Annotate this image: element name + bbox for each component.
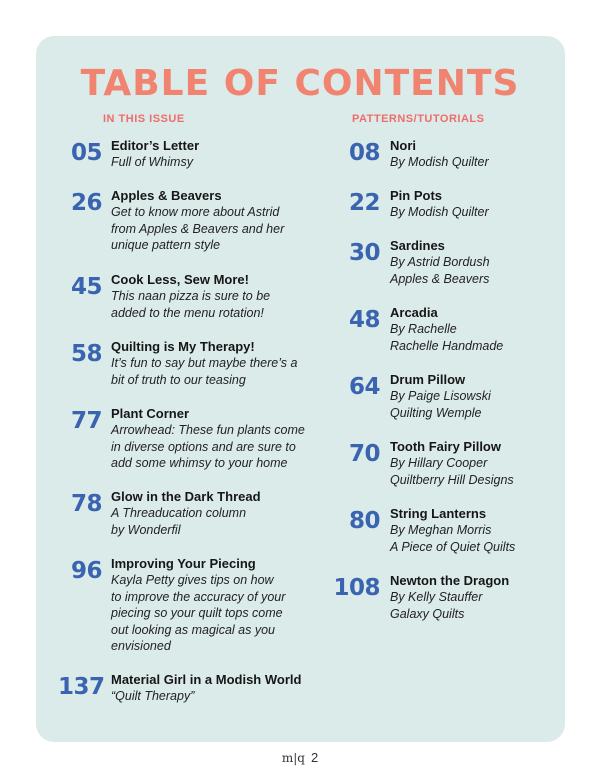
entry-title: Sardines: [390, 238, 445, 253]
entry-description: It’s fun to say but maybe there’s a bit of truth to our teasing: [111, 356, 298, 387]
entry-title: Glow in the Dark Thread: [111, 489, 261, 504]
entry-title: Nori: [390, 138, 416, 153]
page-number: 58: [70, 341, 102, 367]
entry-description: By Meghan Morris A Piece of Quiet Quilts: [390, 523, 516, 554]
page-number: 70: [348, 441, 380, 467]
entry-description: By Modish Quilter: [390, 155, 489, 169]
entry-title: Drum Pillow: [390, 372, 466, 387]
entry-description: A Threaducation column by Wonderfil: [111, 506, 247, 537]
entry-description: By Paige Lisowski Quilting Wemple: [390, 389, 491, 420]
entry-title: Arcadia: [390, 305, 438, 320]
magazine-logo: m|q: [281, 751, 305, 765]
entry-description: By Modish Quilter: [390, 205, 489, 219]
entry-title: Cook Less, Sew More!: [111, 272, 249, 287]
entry-description: This naan pizza is sure to be added to the menu rotation!: [111, 289, 271, 320]
entry-title: String Lanterns: [390, 506, 487, 521]
page-number: 22: [348, 190, 380, 216]
entry-title: Quilting is My Therapy!: [111, 339, 255, 354]
entry-title: Improving Your Piecing: [111, 556, 256, 571]
page-number: 137: [58, 674, 105, 700]
entry-description: Get to know more about Astrid from Apples & Beavers and her unique pattern style: [111, 205, 285, 252]
entry-description: By Rachelle Rachelle Handmade: [390, 322, 504, 353]
entry-title: Pin Pots: [390, 188, 443, 203]
page-number: 108: [333, 575, 380, 601]
page-number: 78: [70, 491, 102, 517]
entry-title: Editor’s Letter: [111, 138, 200, 153]
entry-title: Material Girl in a Modish World: [111, 672, 302, 687]
page-number: 48: [348, 307, 380, 333]
page-number: 30: [348, 240, 380, 266]
entry-description: Kayla Petty gives tips on how to improve the accuracy of your piecing so your quilt tops come out looking as magical as you envisioned: [111, 573, 286, 653]
entry-description: By Astrid Bordush Apples & Beavers: [390, 255, 490, 286]
page-number: 80: [348, 508, 380, 534]
page-footer: [0, 749, 600, 767]
entry-title: Tooth Fairy Pillow: [390, 439, 501, 454]
entry-title: Plant Corner: [111, 406, 190, 421]
page-number: 64: [348, 374, 380, 400]
entry-description: Arrowhead: These fun plants come in diverse options and are sure to add some whimsy to your home: [111, 423, 305, 470]
page-number: 96: [70, 558, 102, 584]
entry-description: By Kelly Stauffer Galaxy Quilts: [390, 590, 483, 621]
entry-description: By Hillary Cooper Quiltberry Hill Designs: [390, 456, 514, 487]
page-number: 26: [70, 190, 102, 216]
page-number: 05: [70, 140, 102, 166]
page-number: 45: [70, 274, 102, 300]
entry-title: Apples & Beavers: [111, 188, 222, 203]
in-this-issue-heading: IN THIS ISSUE: [103, 113, 185, 125]
page-number: 08: [348, 140, 380, 166]
patterns-tutorials-heading: PATTERNS/TUTORIALS: [352, 113, 485, 125]
entry-description: Full of Whimsy: [111, 155, 193, 169]
entry-title: Newton the Dragon: [390, 573, 510, 588]
entry-description: “Quilt Therapy”: [111, 689, 195, 703]
page-number: 77: [70, 408, 102, 434]
footer-page-number: 2: [310, 750, 319, 765]
page-title: TABLE OF CONTENTS: [80, 63, 520, 104]
